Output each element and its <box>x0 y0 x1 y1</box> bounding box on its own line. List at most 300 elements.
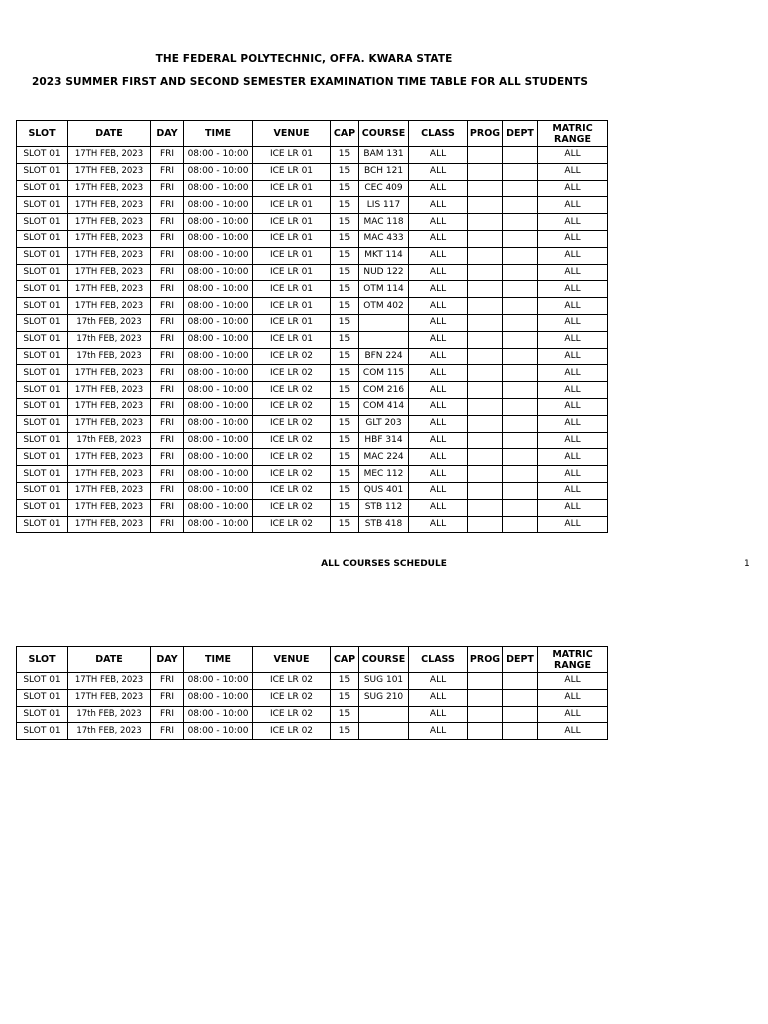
cell-venue: ICE LR 02 <box>253 398 331 415</box>
cell-day: FRI <box>151 298 184 315</box>
table-row <box>17 706 608 723</box>
table-row <box>17 147 608 164</box>
cell-prog <box>468 147 503 164</box>
cell-dept <box>503 230 538 247</box>
cell-cap: 15 <box>331 382 359 399</box>
cell-cap: 15 <box>331 398 359 415</box>
cell-cap: 15 <box>331 281 359 298</box>
cell-day: FRI <box>151 516 184 533</box>
cell-day: FRI <box>151 214 184 231</box>
cell-venue: ICE LR 02 <box>253 499 331 516</box>
table-row <box>17 482 608 499</box>
cell-date: 17th FEB, 2023 <box>68 314 151 331</box>
cell-prog <box>468 466 503 483</box>
cell-date: 17TH FEB, 2023 <box>68 689 151 706</box>
cell-dept <box>503 689 538 706</box>
cell-prog <box>468 348 503 365</box>
cell-prog <box>468 365 503 382</box>
cell-matric-range: ALL <box>538 147 608 164</box>
column-header-cap: CAP <box>331 647 359 673</box>
cell-venue: ICE LR 01 <box>253 264 331 281</box>
column-header-slot: SLOT <box>17 121 68 147</box>
cell-cap: 15 <box>331 264 359 281</box>
cell-matric-range: ALL <box>538 689 608 706</box>
cell-class: ALL <box>409 281 468 298</box>
cell-date: 17TH FEB, 2023 <box>68 247 151 264</box>
cell-matric-range: ALL <box>538 499 608 516</box>
cell-time: 08:00 - 10:00 <box>184 348 253 365</box>
cell-time: 08:00 - 10:00 <box>184 331 253 348</box>
cell-prog <box>468 180 503 197</box>
cell-dept <box>503 180 538 197</box>
cell-dept <box>503 382 538 399</box>
table-row <box>17 398 608 415</box>
table-row <box>17 180 608 197</box>
cell-date: 17TH FEB, 2023 <box>68 230 151 247</box>
cell-day: FRI <box>151 163 184 180</box>
cell-date: 17TH FEB, 2023 <box>68 499 151 516</box>
cell-dept <box>503 499 538 516</box>
cell-cap: 15 <box>331 482 359 499</box>
cell-day: FRI <box>151 365 184 382</box>
cell-class: ALL <box>409 348 468 365</box>
cell-class: ALL <box>409 415 468 432</box>
cell-matric-range: ALL <box>538 398 608 415</box>
column-header-time: TIME <box>184 647 253 673</box>
cell-date: 17TH FEB, 2023 <box>68 516 151 533</box>
cell-venue: ICE LR 02 <box>253 689 331 706</box>
cell-dept <box>503 147 538 164</box>
cell-prog <box>468 247 503 264</box>
cell-cap: 15 <box>331 197 359 214</box>
cell-class: ALL <box>409 264 468 281</box>
table-row <box>17 449 608 466</box>
cell-time: 08:00 - 10:00 <box>184 516 253 533</box>
table-row <box>17 247 608 264</box>
cell-date: 17th FEB, 2023 <box>68 432 151 449</box>
cell-prog <box>468 449 503 466</box>
cell-course: COM 115 <box>359 365 409 382</box>
cell-day: FRI <box>151 673 184 690</box>
cell-time: 08:00 - 10:00 <box>184 180 253 197</box>
cell-venue: ICE LR 02 <box>253 516 331 533</box>
cell-time: 08:00 - 10:00 <box>184 214 253 231</box>
table-row <box>17 331 608 348</box>
cell-time: 08:00 - 10:00 <box>184 706 253 723</box>
cell-slot: SLOT 01 <box>17 415 68 432</box>
cell-course: MKT 114 <box>359 247 409 264</box>
document-subtitle: 2023 SUMMER FIRST AND SECOND SEMESTER EXAMINATION TIME TABLE FOR ALL STUDENTS <box>31 76 589 88</box>
cell-day: FRI <box>151 348 184 365</box>
column-header-class: CLASS <box>409 647 468 673</box>
cell-class: ALL <box>409 197 468 214</box>
cell-course: MAC 224 <box>359 449 409 466</box>
cell-prog <box>468 331 503 348</box>
cell-course <box>359 723 409 740</box>
cell-date: 17TH FEB, 2023 <box>68 281 151 298</box>
cell-matric-range: ALL <box>538 314 608 331</box>
cell-matric-range: ALL <box>538 482 608 499</box>
cell-slot: SLOT 01 <box>17 482 68 499</box>
timetable-page-2 <box>16 646 608 740</box>
table-row <box>17 264 608 281</box>
cell-date: 17TH FEB, 2023 <box>68 163 151 180</box>
cell-cap: 15 <box>331 706 359 723</box>
table-row <box>17 673 608 690</box>
cell-cap: 15 <box>331 466 359 483</box>
cell-day: FRI <box>151 180 184 197</box>
cell-course: NUD 122 <box>359 264 409 281</box>
table-row <box>17 214 608 231</box>
cell-date: 17th FEB, 2023 <box>68 706 151 723</box>
cell-date: 17TH FEB, 2023 <box>68 449 151 466</box>
cell-date: 17TH FEB, 2023 <box>68 197 151 214</box>
cell-slot: SLOT 01 <box>17 230 68 247</box>
cell-course: SUG 101 <box>359 673 409 690</box>
column-header-time: TIME <box>184 121 253 147</box>
cell-day: FRI <box>151 689 184 706</box>
cell-prog <box>468 432 503 449</box>
cell-prog <box>468 673 503 690</box>
cell-day: FRI <box>151 723 184 740</box>
cell-class: ALL <box>409 365 468 382</box>
table-row <box>17 281 608 298</box>
cell-dept <box>503 298 538 315</box>
cell-date: 17th FEB, 2023 <box>68 723 151 740</box>
cell-venue: ICE LR 01 <box>253 163 331 180</box>
cell-course: BAM 131 <box>359 147 409 164</box>
column-header-date: DATE <box>68 647 151 673</box>
page-number: 1 <box>744 559 750 569</box>
cell-slot: SLOT 01 <box>17 298 68 315</box>
cell-cap: 15 <box>331 247 359 264</box>
cell-time: 08:00 - 10:00 <box>184 689 253 706</box>
column-header-day: DAY <box>151 121 184 147</box>
cell-date: 17TH FEB, 2023 <box>68 482 151 499</box>
cell-course: CEC 409 <box>359 180 409 197</box>
cell-venue: ICE LR 02 <box>253 382 331 399</box>
cell-class: ALL <box>409 214 468 231</box>
column-header-venue: VENUE <box>253 647 331 673</box>
cell-slot: SLOT 01 <box>17 723 68 740</box>
cell-cap: 15 <box>331 331 359 348</box>
cell-prog <box>468 482 503 499</box>
cell-date: 17TH FEB, 2023 <box>68 180 151 197</box>
cell-course: MAC 433 <box>359 230 409 247</box>
cell-time: 08:00 - 10:00 <box>184 432 253 449</box>
cell-class: ALL <box>409 298 468 315</box>
cell-cap: 15 <box>331 163 359 180</box>
cell-prog <box>468 499 503 516</box>
table-row <box>17 197 608 214</box>
cell-matric-range: ALL <box>538 382 608 399</box>
cell-day: FRI <box>151 706 184 723</box>
cell-matric-range: ALL <box>538 247 608 264</box>
cell-time: 08:00 - 10:00 <box>184 673 253 690</box>
cell-day: FRI <box>151 281 184 298</box>
cell-date: 17TH FEB, 2023 <box>68 673 151 690</box>
cell-slot: SLOT 01 <box>17 264 68 281</box>
cell-course <box>359 314 409 331</box>
cell-time: 08:00 - 10:00 <box>184 298 253 315</box>
timetable-page-1 <box>16 120 608 533</box>
cell-date: 17TH FEB, 2023 <box>68 147 151 164</box>
cell-course: SUG 210 <box>359 689 409 706</box>
cell-course: GLT 203 <box>359 415 409 432</box>
table-row <box>17 466 608 483</box>
cell-dept <box>503 466 538 483</box>
cell-dept <box>503 163 538 180</box>
cell-dept <box>503 314 538 331</box>
table-row <box>17 298 608 315</box>
cell-dept <box>503 482 538 499</box>
cell-time: 08:00 - 10:00 <box>184 264 253 281</box>
cell-slot: SLOT 01 <box>17 499 68 516</box>
cell-venue: ICE LR 01 <box>253 247 331 264</box>
cell-day: FRI <box>151 247 184 264</box>
cell-date: 17th FEB, 2023 <box>68 331 151 348</box>
cell-class: ALL <box>409 482 468 499</box>
cell-slot: SLOT 01 <box>17 673 68 690</box>
cell-slot: SLOT 01 <box>17 365 68 382</box>
cell-time: 08:00 - 10:00 <box>184 382 253 399</box>
cell-dept <box>503 706 538 723</box>
cell-cap: 15 <box>331 365 359 382</box>
cell-course: COM 414 <box>359 398 409 415</box>
cell-prog <box>468 398 503 415</box>
cell-class: ALL <box>409 466 468 483</box>
cell-prog <box>468 723 503 740</box>
cell-class: ALL <box>409 230 468 247</box>
cell-venue: ICE LR 02 <box>253 365 331 382</box>
cell-slot: SLOT 01 <box>17 314 68 331</box>
cell-venue: ICE LR 02 <box>253 706 331 723</box>
cell-date: 17TH FEB, 2023 <box>68 398 151 415</box>
cell-venue: ICE LR 02 <box>253 348 331 365</box>
cell-cap: 15 <box>331 348 359 365</box>
cell-dept <box>503 415 538 432</box>
cell-matric-range: ALL <box>538 706 608 723</box>
table-row <box>17 365 608 382</box>
cell-date: 17TH FEB, 2023 <box>68 214 151 231</box>
cell-dept <box>503 247 538 264</box>
cell-cap: 15 <box>331 314 359 331</box>
cell-time: 08:00 - 10:00 <box>184 314 253 331</box>
cell-dept <box>503 214 538 231</box>
cell-class: ALL <box>409 499 468 516</box>
cell-prog <box>468 314 503 331</box>
cell-course: COM 216 <box>359 382 409 399</box>
cell-date: 17TH FEB, 2023 <box>68 466 151 483</box>
cell-slot: SLOT 01 <box>17 247 68 264</box>
cell-matric-range: ALL <box>538 673 608 690</box>
cell-day: FRI <box>151 264 184 281</box>
cell-cap: 15 <box>331 214 359 231</box>
cell-venue: ICE LR 01 <box>253 197 331 214</box>
cell-cap: 15 <box>331 147 359 164</box>
column-header-course: COURSE <box>359 647 409 673</box>
cell-day: FRI <box>151 482 184 499</box>
cell-class: ALL <box>409 163 468 180</box>
cell-time: 08:00 - 10:00 <box>184 466 253 483</box>
column-header-venue: VENUE <box>253 121 331 147</box>
cell-slot: SLOT 01 <box>17 689 68 706</box>
cell-cap: 15 <box>331 415 359 432</box>
column-header-slot: SLOT <box>17 647 68 673</box>
cell-prog <box>468 197 503 214</box>
table-row <box>17 516 608 533</box>
cell-slot: SLOT 01 <box>17 398 68 415</box>
cell-day: FRI <box>151 331 184 348</box>
cell-course: LIS 117 <box>359 197 409 214</box>
cell-slot: SLOT 01 <box>17 516 68 533</box>
cell-class: ALL <box>409 706 468 723</box>
cell-prog <box>468 706 503 723</box>
cell-class: ALL <box>409 516 468 533</box>
cell-venue: ICE LR 01 <box>253 314 331 331</box>
cell-venue: ICE LR 01 <box>253 180 331 197</box>
column-header-dept: DEPT <box>503 121 538 147</box>
cell-venue: ICE LR 01 <box>253 214 331 231</box>
cell-dept <box>503 398 538 415</box>
cell-class: ALL <box>409 180 468 197</box>
column-header-prog: PROG <box>468 647 503 673</box>
cell-day: FRI <box>151 382 184 399</box>
cell-matric-range: ALL <box>538 466 608 483</box>
cell-matric-range: ALL <box>538 264 608 281</box>
cell-course: MEC 112 <box>359 466 409 483</box>
cell-matric-range: ALL <box>538 449 608 466</box>
cell-class: ALL <box>409 331 468 348</box>
cell-class: ALL <box>409 247 468 264</box>
cell-day: FRI <box>151 314 184 331</box>
cell-slot: SLOT 01 <box>17 432 68 449</box>
cell-cap: 15 <box>331 673 359 690</box>
column-header-matric-range: MATRIC RANGE <box>538 121 608 147</box>
table-row <box>17 415 608 432</box>
cell-course <box>359 331 409 348</box>
cell-course: MAC 118 <box>359 214 409 231</box>
cell-day: FRI <box>151 197 184 214</box>
cell-matric-range: ALL <box>538 348 608 365</box>
cell-course: STB 112 <box>359 499 409 516</box>
cell-cap: 15 <box>331 499 359 516</box>
cell-course: BCH 121 <box>359 163 409 180</box>
cell-dept <box>503 281 538 298</box>
cell-cap: 15 <box>331 230 359 247</box>
cell-matric-range: ALL <box>538 180 608 197</box>
cell-matric-range: ALL <box>538 331 608 348</box>
cell-dept <box>503 348 538 365</box>
cell-class: ALL <box>409 382 468 399</box>
column-header-matric-range: MATRIC RANGE <box>538 647 608 673</box>
cell-course: OTM 402 <box>359 298 409 315</box>
cell-course: HBF 314 <box>359 432 409 449</box>
cell-venue: ICE LR 02 <box>253 449 331 466</box>
cell-matric-range: ALL <box>538 298 608 315</box>
cell-venue: ICE LR 02 <box>253 466 331 483</box>
cell-dept <box>503 264 538 281</box>
cell-prog <box>468 214 503 231</box>
cell-day: FRI <box>151 415 184 432</box>
cell-prog <box>468 264 503 281</box>
column-header-cap: CAP <box>331 121 359 147</box>
cell-venue: ICE LR 02 <box>253 723 331 740</box>
cell-dept <box>503 432 538 449</box>
document-title: THE FEDERAL POLYTECHNIC, OFFA. KWARA STATE <box>155 53 453 65</box>
cell-course <box>359 706 409 723</box>
cell-prog <box>468 689 503 706</box>
cell-slot: SLOT 01 <box>17 281 68 298</box>
cell-slot: SLOT 01 <box>17 706 68 723</box>
cell-venue: ICE LR 02 <box>253 482 331 499</box>
cell-dept <box>503 723 538 740</box>
cell-dept <box>503 197 538 214</box>
cell-venue: ICE LR 01 <box>253 331 331 348</box>
cell-course: QUS 401 <box>359 482 409 499</box>
cell-matric-range: ALL <box>538 281 608 298</box>
cell-class: ALL <box>409 449 468 466</box>
cell-course: STB 418 <box>359 516 409 533</box>
table-row <box>17 432 608 449</box>
cell-matric-range: ALL <box>538 365 608 382</box>
cell-cap: 15 <box>331 432 359 449</box>
cell-cap: 15 <box>331 516 359 533</box>
table-row <box>17 230 608 247</box>
cell-time: 08:00 - 10:00 <box>184 723 253 740</box>
column-header-class: CLASS <box>409 121 468 147</box>
cell-time: 08:00 - 10:00 <box>184 163 253 180</box>
cell-prog <box>468 415 503 432</box>
cell-date: 17TH FEB, 2023 <box>68 264 151 281</box>
cell-time: 08:00 - 10:00 <box>184 147 253 164</box>
cell-dept <box>503 449 538 466</box>
cell-dept <box>503 365 538 382</box>
cell-matric-range: ALL <box>538 163 608 180</box>
cell-matric-range: ALL <box>538 197 608 214</box>
cell-class: ALL <box>409 723 468 740</box>
cell-day: FRI <box>151 466 184 483</box>
cell-class: ALL <box>409 689 468 706</box>
cell-dept <box>503 331 538 348</box>
cell-date: 17TH FEB, 2023 <box>68 415 151 432</box>
cell-date: 17th FEB, 2023 <box>68 348 151 365</box>
cell-course: OTM 114 <box>359 281 409 298</box>
table-row <box>17 314 608 331</box>
cell-time: 08:00 - 10:00 <box>184 449 253 466</box>
cell-time: 08:00 - 10:00 <box>184 499 253 516</box>
cell-matric-range: ALL <box>538 516 608 533</box>
table-row <box>17 723 608 740</box>
cell-time: 08:00 - 10:00 <box>184 398 253 415</box>
cell-date: 17TH FEB, 2023 <box>68 382 151 399</box>
cell-day: FRI <box>151 398 184 415</box>
cell-venue: ICE LR 01 <box>253 147 331 164</box>
cell-class: ALL <box>409 432 468 449</box>
column-header-date: DATE <box>68 121 151 147</box>
cell-venue: ICE LR 01 <box>253 281 331 298</box>
cell-venue: ICE LR 02 <box>253 415 331 432</box>
column-header-day: DAY <box>151 647 184 673</box>
schedule-footer-label: ALL COURSES SCHEDULE <box>321 559 447 569</box>
cell-cap: 15 <box>331 723 359 740</box>
cell-cap: 15 <box>331 689 359 706</box>
cell-date: 17TH FEB, 2023 <box>68 365 151 382</box>
cell-slot: SLOT 01 <box>17 180 68 197</box>
cell-matric-range: ALL <box>538 230 608 247</box>
cell-time: 08:00 - 10:00 <box>184 415 253 432</box>
cell-day: FRI <box>151 230 184 247</box>
